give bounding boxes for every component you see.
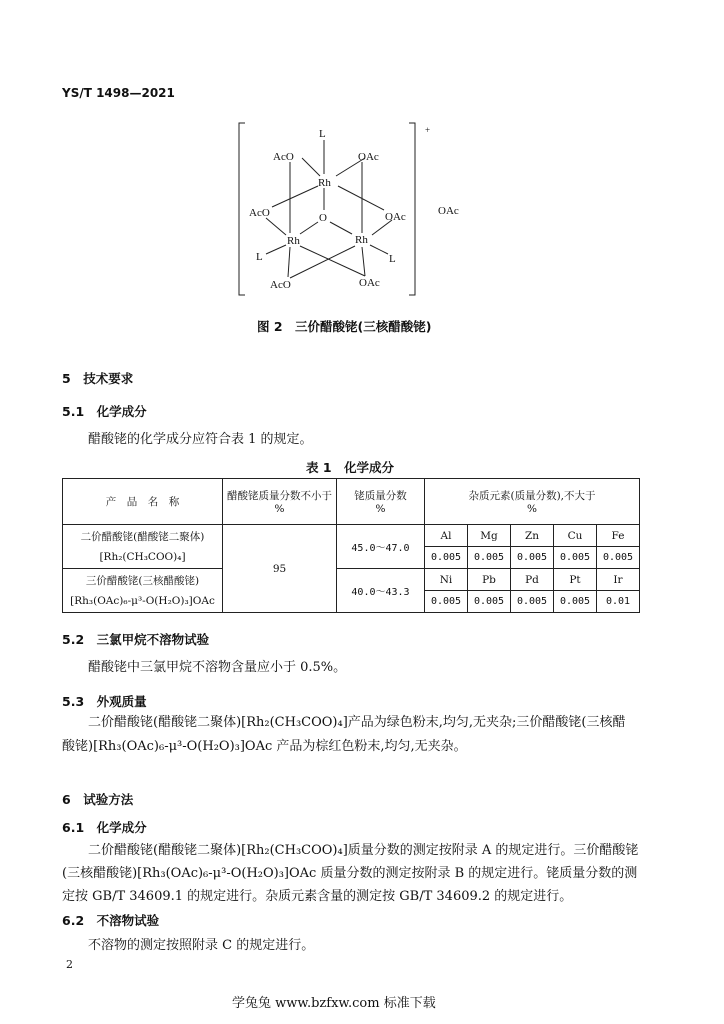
section-5-heading: 5 技术要求	[62, 371, 134, 386]
chemical-composition-table	[62, 478, 640, 613]
rh-range-cell: 40.0～43.3	[337, 569, 425, 613]
paragraph-line: (三核醋酸铑)[Rh₃(OAc)₆-μ³-O(H₂O)₃]OAc 质量分数的测定按附录 B 的规定进行。铑质量分数的测	[62, 866, 638, 881]
value-cell: 0.005	[468, 547, 511, 569]
figure-caption: 图 2 三价醋酸铑(三核醋酸铑)	[257, 319, 432, 334]
header-rh: 铑质量分数 %	[337, 479, 425, 525]
element-cell: Zn	[511, 525, 554, 547]
section-6-2-heading: 6.2 不溶物试验	[62, 913, 160, 928]
acetate-label: AcO	[249, 207, 270, 219]
section-6-1-heading: 6.1 化学成分	[62, 820, 147, 835]
purity-cell: 95	[223, 525, 337, 613]
ligand-l-top: L	[319, 128, 326, 140]
paragraph-line: 定按 GB/T 34609.1 的规定进行。杂质元素含量的测定按 GB/T 34609.2 的规定进行。	[62, 889, 573, 904]
header-product-name: 产 品 名 称	[63, 479, 223, 525]
table-title: 表 1 化学成分	[306, 460, 395, 475]
element-cell: Mg	[468, 525, 511, 547]
element-cell: Cu	[554, 525, 597, 547]
rhodium-label: Rh	[355, 234, 368, 246]
value-cell: 0.005	[511, 591, 554, 613]
element-cell: Pb	[468, 569, 511, 591]
oxygen-label: O	[319, 212, 327, 224]
section-5-1-heading: 5.1 化学成分	[62, 404, 147, 419]
value-cell: 0.005	[554, 547, 597, 569]
section-5-3-heading: 5.3 外观质量	[62, 694, 147, 709]
page-number: 2	[66, 958, 73, 971]
section-5-2-heading: 5.2 三氯甲烷不溶物试验	[62, 632, 210, 647]
acetate-label: OAc	[358, 151, 379, 163]
rhodium-label: Rh	[318, 177, 331, 189]
value-cell: 0.005	[597, 547, 640, 569]
element-cell: Pt	[554, 569, 597, 591]
value-cell: 0.005	[425, 591, 468, 613]
structure-diagram	[0, 0, 724, 320]
element-cell: Ir	[597, 569, 640, 591]
acetate-label: AcO	[270, 279, 291, 291]
rhodium-label: Rh	[287, 235, 300, 247]
section-6-heading: 6 试验方法	[62, 792, 134, 807]
value-cell: 0.005	[468, 591, 511, 613]
paragraph-line: 二价醋酸铑(醋酸铑二聚体)[Rh₂(CH₃COO)₄]质量分数的测定按附录 A 的规定进行。三价醋酸铑	[88, 843, 639, 858]
element-cell: Pd	[511, 569, 554, 591]
product-name-cell: 三价醋酸铑(三核醋酸铑) [Rh₃(OAc)₆-μ³-O(H₂O)₃]OAc	[63, 569, 223, 613]
value-cell: 0.005	[511, 547, 554, 569]
element-cell: Al	[425, 525, 468, 547]
product-name-cell: 二价醋酸铑(醋酸铑二聚体) [Rh₂(CH₃COO)₄]	[63, 525, 223, 569]
paragraph: 醋酸铑中三氯甲烷不溶物含量应小于 0.5%。	[88, 660, 347, 675]
value-cell: 0.01	[597, 591, 640, 613]
counter-ion: OAc	[438, 205, 459, 217]
paragraph: 不溶物的测定按照附录 C 的规定进行。	[88, 938, 315, 953]
charge-plus: +	[425, 125, 431, 135]
value-cell: 0.005	[554, 591, 597, 613]
acetate-label: OAc	[385, 211, 406, 223]
acetate-label: OAc	[359, 277, 380, 289]
paragraph: 醋酸铑的化学成分应符合表 1 的规定。	[88, 432, 313, 447]
footer-watermark: 学兔兔 www.bzfxw.com 标准下载	[232, 996, 436, 1011]
ligand-l-right: L	[389, 253, 396, 265]
standard-number: YS/T 1498—2021	[62, 86, 175, 100]
header-impurity: 杂质元素(质量分数),不大于 %	[425, 479, 640, 525]
element-cell: Fe	[597, 525, 640, 547]
paragraph-line: 酸铑)[Rh₃(OAc)₆-μ³-O(H₂O)₃]OAc 产品为棕红色粉末,均匀,无夹杂。	[62, 739, 467, 754]
header-purity: 醋酸铑质量分数不小于 %	[223, 479, 337, 525]
element-cell: Ni	[425, 569, 468, 591]
acetate-label: AcO	[273, 151, 294, 163]
paragraph-line: 二价醋酸铑(醋酸铑二聚体)[Rh₂(CH₃COO)₄]产品为绿色粉末,均匀,无夹杂;三价醋酸铑(三核醋	[88, 715, 626, 730]
value-cell: 0.005	[425, 547, 468, 569]
rh-range-cell: 45.0～47.0	[337, 525, 425, 569]
ligand-l-left: L	[256, 251, 263, 263]
